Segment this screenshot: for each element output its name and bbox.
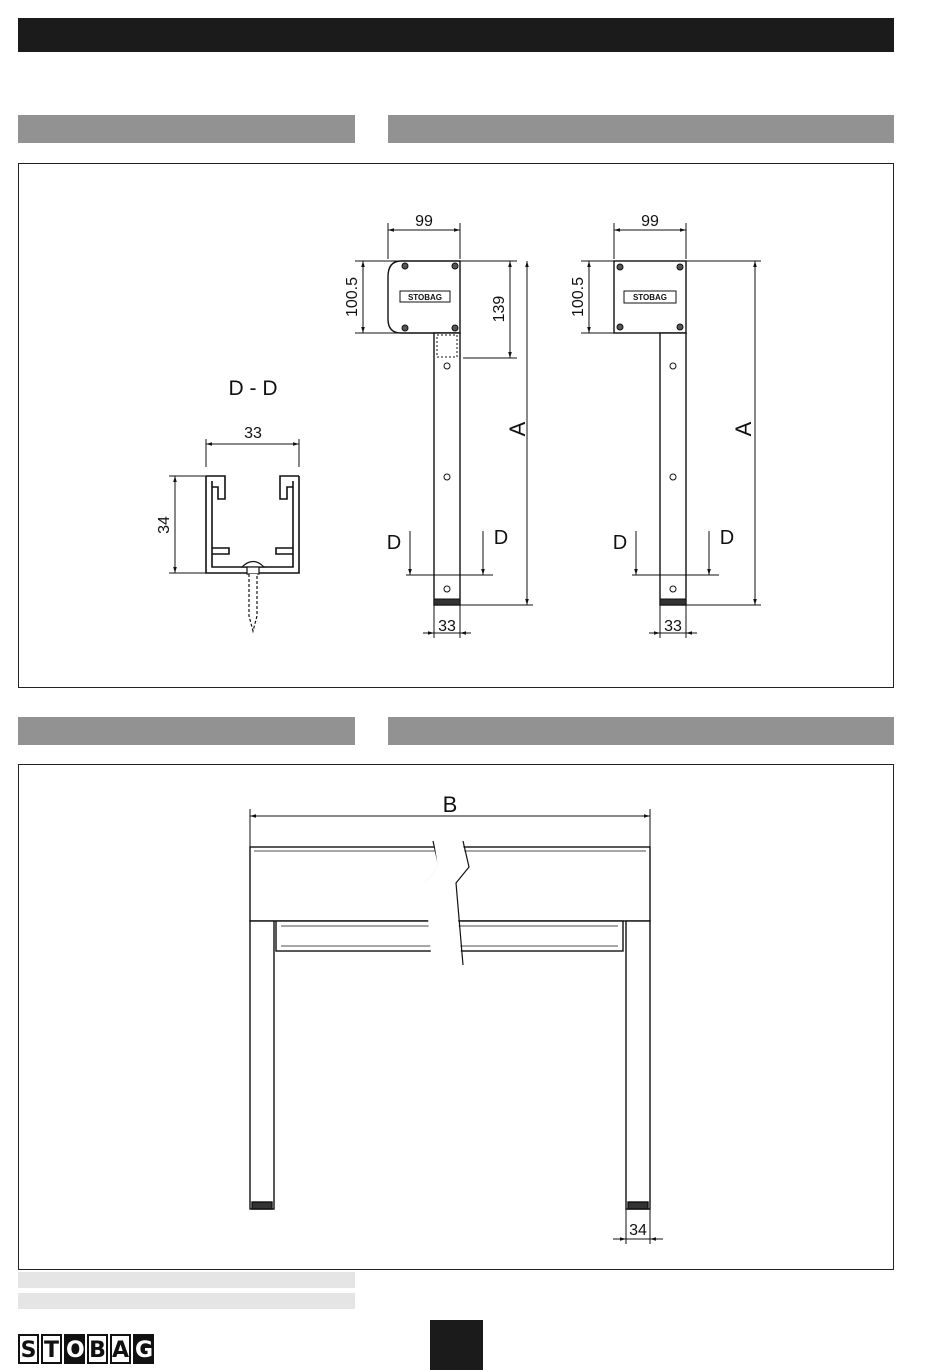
section-bar-right-1 (388, 115, 894, 143)
bracket-left-offset-label: 139 (491, 295, 508, 323)
bracket-right-marker-1: D (612, 532, 628, 554)
page-number-block (430, 1320, 483, 1370)
section-bar-right-2 (388, 717, 894, 745)
logo-letter: T (41, 1334, 62, 1364)
bracket-left-length-label: A (505, 421, 530, 437)
logo-letter: O (64, 1334, 85, 1364)
bracket-right-drawing (570, 213, 761, 638)
section-bar-left-1 (18, 115, 355, 143)
bracket-right-length-label: A (731, 421, 756, 437)
stobag-logo (18, 1334, 156, 1370)
footer-bar-1 (18, 1272, 355, 1288)
bracket-right-brand: STOBAG (632, 293, 668, 302)
bracket-right-height-label: 100.5 (570, 276, 587, 318)
dimension-drawing (19, 164, 895, 689)
logo-letter: A (110, 1334, 131, 1364)
bracket-left-height-label: 100.5 (344, 276, 361, 318)
bracket-left-post-width-label: 33 (438, 618, 456, 635)
front-view-drawing (19, 765, 895, 1271)
bracket-left-drawing (344, 213, 533, 638)
dimension-drawing-panel (18, 163, 894, 688)
bracket-right-width-label: 99 (641, 213, 659, 230)
bracket-left-width-label: 99 (415, 213, 433, 230)
front-view-panel (18, 764, 894, 1270)
bracket-right-post-width-label: 33 (664, 618, 682, 635)
profile-cross-section (206, 476, 299, 573)
footer-bar-2 (18, 1293, 355, 1309)
post-depth-label: 34 (629, 1222, 647, 1239)
profile-height-label: 34 (156, 516, 173, 534)
bracket-left-brand: STOBAG (407, 293, 443, 302)
profile-width-label: 33 (244, 425, 262, 442)
bracket-left-marker-2: D (493, 527, 509, 549)
logo-letter: G (133, 1334, 154, 1364)
overall-width-label: B (442, 792, 458, 817)
logo-letter: S (18, 1334, 39, 1364)
bracket-right-marker-2: D (719, 527, 735, 549)
section-bar-left-2 (18, 717, 355, 745)
logo-letter: B (87, 1334, 108, 1364)
bracket-left-marker-1: D (386, 532, 402, 554)
screw-icon (242, 562, 264, 632)
header-bar (18, 18, 894, 52)
section-label: D - D (228, 377, 278, 400)
